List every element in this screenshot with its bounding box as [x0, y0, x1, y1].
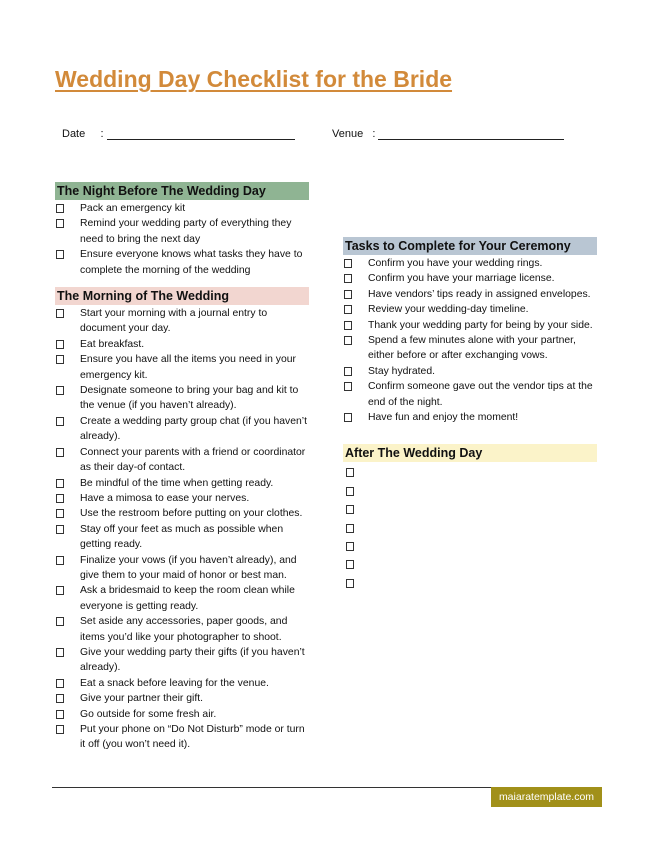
- checkbox[interactable]: [344, 367, 352, 376]
- checklist-item: [343, 364, 597, 379]
- checklist-item: [55, 645, 309, 676]
- checklist-item-label: Start your morning with a journal entry to document your day.: [80, 308, 268, 335]
- checkbox[interactable]: [56, 509, 64, 518]
- checkbox[interactable]: [346, 487, 354, 496]
- checklist-morning-of: [55, 306, 309, 753]
- checkbox[interactable]: [56, 494, 64, 503]
- checklist-item-label: Go outside for some fresh air.: [80, 708, 217, 720]
- checklist-item-label: Put your phone on “Do Not Disturb” mode or turn it off (you won’t need it).: [80, 724, 305, 751]
- checkbox[interactable]: [346, 579, 354, 588]
- checklist-item: [343, 410, 597, 425]
- checklist-ceremony: [343, 256, 597, 425]
- checkbox[interactable]: [56, 710, 64, 719]
- checkbox[interactable]: [346, 524, 354, 533]
- checklist-item: [55, 476, 309, 491]
- checklist-item-label: Pack an emergency kit: [80, 203, 186, 214]
- venue-input-line[interactable]: [378, 128, 564, 140]
- checkbox[interactable]: [56, 479, 64, 488]
- checkbox[interactable]: [56, 617, 64, 626]
- section-heading-ceremony: Tasks to Complete for Your Ceremony: [343, 237, 597, 255]
- checklist-item: [55, 337, 309, 352]
- checkbox[interactable]: [56, 679, 64, 688]
- checklist-item-label: Review your wedding-day timeline.: [368, 304, 529, 316]
- checkbox[interactable]: [346, 542, 354, 551]
- checklist-item-label: Have fun and enjoy the moment!: [368, 412, 519, 424]
- checklist-item: [343, 302, 597, 317]
- checkbox[interactable]: [56, 448, 64, 457]
- checklist-item: [343, 379, 597, 410]
- checklist-item: [55, 383, 309, 414]
- checklist-item-label: Remind your wedding party of everything they need to bring the next day: [80, 218, 292, 245]
- checkbox[interactable]: [344, 321, 352, 330]
- checklist-item-label: Connect your parents with a friend or coordinator as their day-of contact.: [80, 446, 306, 474]
- checkbox[interactable]: [346, 468, 354, 477]
- checklist-item-label: Eat breakfast.: [80, 338, 145, 350]
- checklist-item-label: Give your partner their gift.: [80, 693, 204, 705]
- checklist-item: [343, 333, 597, 364]
- checklist-item-label: Designate someone to bring your bag and kit to the venue (if you haven’t already).: [80, 385, 299, 412]
- section-heading-night-before: The Night Before The Wedding Day: [55, 182, 309, 200]
- checklist-item: [55, 445, 309, 476]
- left-column: [55, 182, 309, 753]
- checkbox[interactable]: [346, 505, 354, 514]
- venue-field: [332, 128, 564, 140]
- checklist-item-label: Confirm you have your wedding rings.: [368, 258, 543, 269]
- empty-checklist-item: [343, 556, 597, 574]
- checkbox[interactable]: [56, 204, 64, 213]
- checklist-item: [55, 691, 309, 706]
- checklist-item-label: Finalize your vows (if you haven’t already), and give them to your maid of honor or best man.: [80, 554, 297, 581]
- checkbox[interactable]: [344, 290, 352, 299]
- checklist-item-label: Give your wedding party their gifts (if you haven’t already).: [80, 646, 305, 674]
- checklist-item: [343, 287, 597, 302]
- checkbox[interactable]: [344, 259, 352, 268]
- checklist-item: [55, 306, 309, 337]
- checklist-item-label: Stay off your feet as much as possible when getting ready.: [80, 523, 284, 551]
- checklist-item-label: Ask a bridesmaid to keep the room clean while everyone is getting ready.: [80, 585, 295, 612]
- checklist-item: [343, 318, 597, 333]
- empty-checklist-item: [343, 464, 597, 482]
- checkbox[interactable]: [56, 725, 64, 734]
- checkbox[interactable]: [344, 274, 352, 283]
- checkbox[interactable]: [56, 340, 64, 349]
- checklist-item-label: Be mindful of the time when getting ready.: [80, 477, 274, 489]
- empty-checklist-item: [343, 538, 597, 556]
- checklist-item-label: Thank your wedding party for being by your side.: [368, 319, 593, 331]
- checklist-item: [55, 522, 309, 553]
- checklist-item-label: Confirm someone gave out the vendor tips at the end of the night.: [368, 381, 593, 408]
- checklist-night-before: [55, 201, 309, 278]
- checkbox[interactable]: [344, 382, 352, 391]
- checklist-item-label: Have a mimosa to ease your nerves.: [80, 492, 250, 504]
- checklist-item-label: Stay hydrated.: [368, 365, 436, 377]
- checklist-item-label: Have vendors’ tips ready in assigned envelopes.: [368, 288, 591, 300]
- checkbox[interactable]: [56, 648, 64, 657]
- checklist-item: [55, 676, 309, 691]
- checklist-item-label: Eat a snack before leaving for the venue.: [80, 677, 269, 689]
- checklist-item-label: Spend a few minutes alone with your partner, either before or after exchanging vows.: [368, 335, 576, 362]
- checklist-item: [55, 491, 309, 506]
- checklist-item: [55, 722, 309, 753]
- checklist-item-label: Create a wedding party group chat (if you haven’t already).: [80, 415, 307, 443]
- checklist-item-label: Ensure everyone knows what tasks they have to complete the morning of the wedding: [80, 249, 303, 276]
- checkbox[interactable]: [56, 219, 64, 228]
- checklist-item-label: Set aside any accessories, paper goods, and items you’d like your photographer to shoot.: [80, 616, 288, 643]
- date-label: Date :: [62, 128, 104, 140]
- footer-site-badge[interactable]: maiaratemplate.com: [491, 787, 602, 807]
- date-input-line[interactable]: [107, 128, 295, 140]
- checklist-item: [55, 614, 309, 645]
- checkbox[interactable]: [344, 413, 352, 422]
- checkbox[interactable]: [56, 694, 64, 703]
- checkbox[interactable]: [344, 336, 352, 345]
- checkbox[interactable]: [56, 586, 64, 595]
- checklist-item-label: Use the restroom before putting on your clothes.: [80, 508, 303, 520]
- checklist-item: [55, 553, 309, 584]
- venue-label: Venue :: [332, 128, 376, 140]
- checklist-item: [343, 271, 597, 286]
- checklist-item: [55, 247, 309, 278]
- checklist-item: [55, 216, 309, 247]
- checkbox[interactable]: [344, 305, 352, 314]
- empty-checklist-item: [343, 575, 597, 593]
- checklist-item-label: Confirm you have your marriage license.: [368, 273, 555, 285]
- section-heading-morning-of: The Morning of The Wedding: [55, 287, 309, 305]
- checkbox[interactable]: [56, 386, 64, 395]
- checklist-item: [55, 414, 309, 445]
- checklist-item: [55, 352, 309, 383]
- checklist-item: [343, 256, 597, 271]
- checkbox[interactable]: [56, 309, 64, 318]
- checkbox[interactable]: [346, 560, 354, 569]
- checkbox[interactable]: [56, 355, 64, 364]
- checkbox[interactable]: [56, 250, 64, 259]
- checkbox[interactable]: [56, 525, 64, 534]
- date-field: [62, 128, 295, 140]
- checklist-item: [55, 506, 309, 521]
- empty-checklist-item: [343, 483, 597, 501]
- checklist-item: [55, 201, 309, 216]
- empty-checklist-item: [343, 520, 597, 538]
- checklist-item: [55, 707, 309, 722]
- page-title: Wedding Day Checklist for the Bride: [55, 66, 453, 92]
- right-column: [343, 237, 597, 593]
- checkbox[interactable]: [56, 556, 64, 565]
- checklist-item: [55, 583, 309, 614]
- checklist-item-label: Ensure you have all the items you need in your emergency kit.: [80, 354, 297, 381]
- checkbox[interactable]: [56, 417, 64, 426]
- checklist-after: [343, 464, 597, 593]
- section-heading-after: After The Wedding Day: [343, 444, 597, 462]
- empty-checklist-item: [343, 501, 597, 519]
